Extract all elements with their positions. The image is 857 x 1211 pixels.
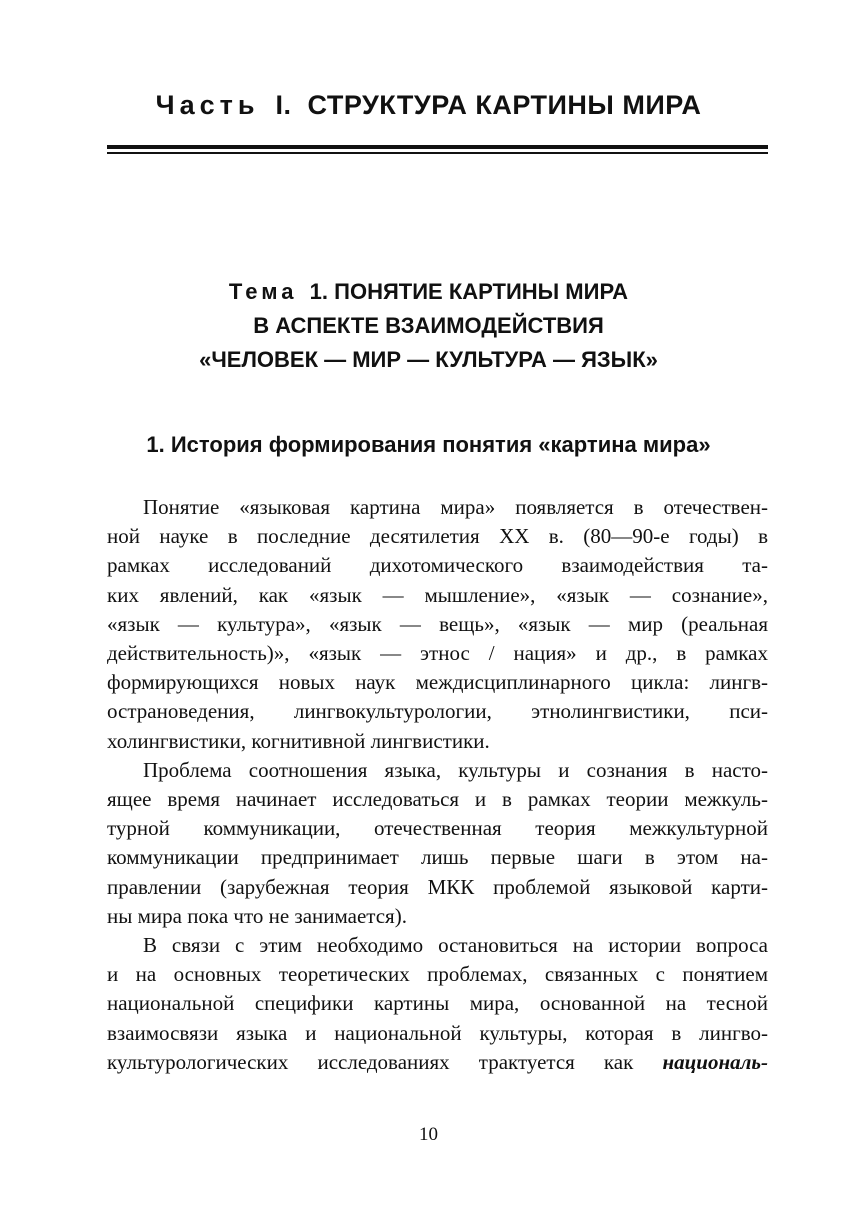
page-number: 10	[419, 1124, 438, 1145]
topic-heading	[0, 275, 857, 377]
text-line: «язык — культура», «язык — вещь», «язык — мир (реальная	[107, 611, 768, 636]
text-line: холингвистики, когнитивной лингвистики.	[107, 728, 490, 753]
text-line: взаимосвязи языка и национальной культуры, которая в лингво-	[107, 1020, 768, 1045]
topic-prefix: Тема	[228, 279, 298, 304]
text-line-with-emphasis	[107, 1048, 768, 1077]
text-line: ны мира пока что не занимается).	[107, 903, 407, 928]
part-title-text: СТРУКТУРА КАРТИНЫ МИРА	[307, 90, 702, 120]
text-line: Понятие «языковая картина мира» появляется в отечествен-	[143, 495, 768, 519]
text-line: ящее время начинает исследоваться и в рамках теории межкуль-	[107, 787, 768, 812]
part-prefix: Часть	[155, 90, 260, 120]
section-title: 1. История формирования понятия «картина мира»	[146, 432, 711, 457]
text-line: действительность)», «язык — этнос / нация» и др., в рамках	[107, 641, 768, 666]
topic-line-2: В АСПЕКТЕ ВЗАИМОДЕЙСТВИЯ	[253, 313, 604, 338]
part-title	[0, 90, 857, 121]
title-rule-thick	[107, 145, 768, 149]
text-line: национальной специфики картины мира, основанной на тесной	[107, 991, 768, 1016]
topic-line-1	[0, 275, 857, 309]
title-rule-thin	[107, 152, 768, 154]
text-line: Проблема соотношения языка, культуры и сознания в насто-	[143, 757, 768, 782]
text-line: коммуникации предпринимает лишь первые шаги в этом на-	[107, 845, 768, 870]
text-line: формирующихся новых наук междисциплинарного цикла: лингв-	[107, 670, 768, 695]
text-line: правлении (зарубежная теория МКК проблемой языковой карти-	[107, 874, 768, 899]
body-text	[107, 493, 768, 1077]
text-line: турной коммуникации, отечественная теория межкультурной	[107, 816, 768, 841]
text-line-main: культурологических исследованиях трактуется как	[107, 1049, 634, 1074]
text-line: В связи с этим необходимо остановиться на истории вопроса	[143, 933, 768, 958]
emphasized-term: националь-	[662, 1049, 769, 1074]
part-numeral: I.	[275, 90, 292, 120]
text-line: ной науке в последние десятилетия XX в. (80—90-е годы) в	[107, 524, 768, 549]
text-line: острановедения, лингвокультурологии, этнолингвистики, пси-	[107, 699, 768, 724]
topic-line-3: «ЧЕЛОВЕК — МИР — КУЛЬТУРА — ЯЗЫК»	[199, 347, 658, 372]
text-line: рамках исследований дихотомического взаимодействия та-	[107, 553, 768, 578]
text-line: ких явлений, как «язык — мышление», «язык — сознание»,	[107, 582, 768, 607]
topic-number: 1.	[309, 279, 329, 304]
topic-line-1-text: ПОНЯТИЕ КАРТИНЫ МИРА	[334, 279, 629, 304]
text-line: и на основных теоретических проблемах, связанных с понятием	[107, 962, 768, 987]
